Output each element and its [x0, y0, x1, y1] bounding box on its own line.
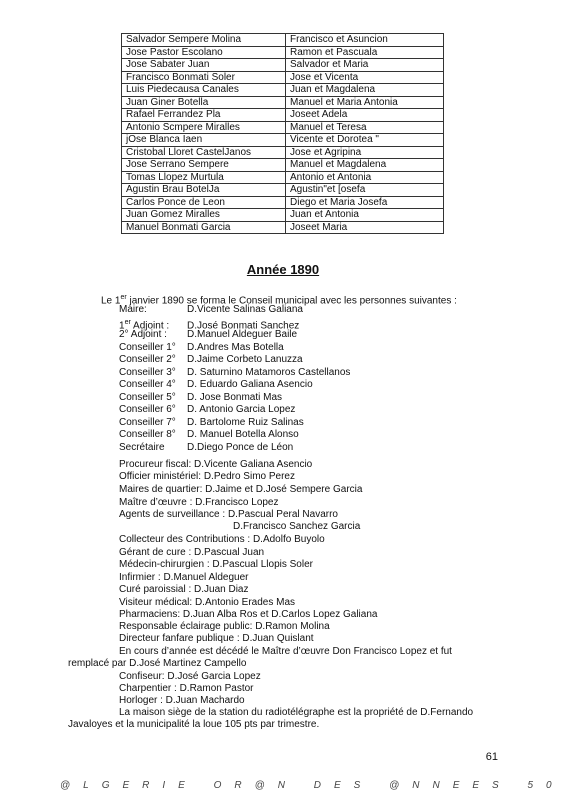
table-row: [122, 34, 444, 47]
council-role: Maire:: [119, 304, 147, 315]
section-title: Année 1890: [246, 262, 320, 277]
official-line: Maître d’œuvre : D.Francisco Lopez: [119, 497, 279, 508]
table-row: [122, 196, 444, 209]
council-role: Conseiller 5°: [119, 391, 176, 403]
official-line: Gérant de cure : D.Pascual Juan: [119, 547, 265, 558]
official-line: Officier ministériel: D.Pedro Simo Perez: [119, 471, 295, 482]
council-member: [119, 304, 303, 316]
official-line: Médecin-chirurgien : D.Pascual Llopis Soler: [119, 559, 313, 570]
person-name-cell: Jose Serrano Sempere: [122, 159, 286, 172]
table-row: [122, 84, 444, 97]
parents-cell: Manuel et Teresa: [286, 121, 444, 134]
parents-cell: Diego et Maria Josefa: [286, 196, 444, 209]
council-name: D.Andres Mas Botella: [187, 341, 284, 353]
council-name: D. Manuel Botella Alonso: [187, 429, 299, 440]
parents-cell: Manuel et Magdalena: [286, 159, 444, 172]
council-name: D.Manuel Aldeguer Baile: [187, 329, 298, 340]
names-table: [121, 33, 444, 234]
official-line: Maires de quartier: D.Jaime et D.José Sempere Garcia: [119, 484, 363, 495]
person-name-cell: Juan Giner Botella: [122, 96, 286, 109]
parents-cell: Jose et Vicenta: [286, 71, 444, 84]
parents-cell: Joseet Maria: [286, 221, 444, 234]
parents-cell: Juan et Magdalena: [286, 84, 444, 97]
table-row: [122, 71, 444, 84]
person-name-cell: Agustin Brau BotelJa: [122, 184, 286, 197]
parents-cell: Salvador et Maria: [286, 59, 444, 72]
council-role: Conseiller 7°: [119, 416, 176, 428]
council-member: [119, 329, 297, 341]
council-name: D.Diego Ponce de Léon: [187, 441, 294, 453]
parents-cell: Ramon et Pascuala: [286, 46, 444, 59]
council-member: [119, 417, 304, 429]
council-role: Conseiller 1°: [119, 341, 176, 353]
council-role: Secrétaire: [119, 441, 165, 453]
official-line: Directeur fanfare publique : D.Juan Quislant: [119, 633, 314, 644]
table-row: [122, 171, 444, 184]
official-line: Curé paroissial : D.Juan Diaz: [119, 584, 249, 595]
council-role: Conseiller 2°: [119, 354, 176, 365]
council-member: [119, 354, 303, 366]
council-member: [119, 342, 284, 354]
official-line: En cours d’année est décédé le Maître d’œuvre Don Francisco Lopez et fut: [119, 646, 452, 657]
parents-cell: Juan et Antonia: [286, 209, 444, 222]
official-line: Procureur fiscal: D.Vicente Galiana Asencio: [119, 459, 313, 470]
person-name-cell: Cristobal Lloret CastelJanos: [122, 146, 286, 159]
official-line: Visiteur médical: D.Antonio Erades Mas: [119, 597, 296, 608]
person-name-cell: Francisco Bonmati Soler: [122, 71, 286, 84]
council-role: Conseiller 4°: [119, 379, 176, 390]
council-name: D. Saturnino Matamoros Castellanos: [187, 366, 351, 378]
person-name-cell: Salvador Sempere Molina: [122, 34, 286, 47]
person-name-cell: Jose Pastor Escolano: [122, 46, 286, 59]
person-name-cell: Juan Gomez Miralles: [122, 209, 286, 222]
official-line: Javaloyes et la municipalité la loue 105 pts par trimestre.: [68, 719, 320, 730]
council-member: [119, 367, 350, 379]
table-row: [122, 221, 444, 234]
person-name-cell: Antonio Scmpere Miralles: [122, 121, 286, 134]
council-member: [119, 392, 282, 404]
table-row: [122, 146, 444, 159]
parents-cell: Antonio et Antonia: [286, 171, 444, 184]
official-line: La maison siège de la station du radiotélégraphe est la propriété de D.Fernando: [119, 707, 474, 718]
official-line: remplacé par D.José Martinez Campello: [68, 658, 247, 669]
person-name-cell: Carlos Ponce de Leon: [122, 196, 286, 209]
official-line: Confiseur: D.José Garcia Lopez: [119, 671, 261, 682]
official-line: Agents de surveillance : D.Pascual Peral Navarro: [119, 509, 338, 520]
table-row: [122, 121, 444, 134]
council-member: [119, 442, 293, 454]
parents-cell: Joseet Adela: [286, 109, 444, 122]
council-name: D.José Bonmati Sanchez: [187, 319, 300, 331]
official-line: Responsable éclairage public: D.Ramon Molina: [119, 621, 330, 632]
table-row: [122, 46, 444, 59]
person-name-cell: Manuel Bonmati Garcia: [122, 221, 286, 234]
council-role: Conseiller 8°: [119, 429, 176, 440]
council-name: D. Antonio Garcia Lopez: [187, 404, 296, 415]
official-line: Charpentier : D.Ramon Pastor: [119, 683, 254, 694]
table-row: [122, 109, 444, 122]
footer-banner: @LGERIE OR@N DES @NNEES 50: [60, 780, 565, 791]
council-member: [119, 429, 299, 441]
council-member: [119, 379, 313, 391]
person-name-cell: Luis Piedecausa Canales: [122, 84, 286, 97]
official-line: Pharmaciens: D.Juan Alba Ros et D.Carlos Lopez Galiana: [119, 609, 378, 620]
parents-cell: Jose et Agripina: [286, 146, 444, 159]
person-name-cell: Jose Sabater Juan: [122, 59, 286, 72]
intro-paragraph: Le 1er janvier 1890 se forma le Conseil municipal avec les personnes suivantes :: [101, 294, 457, 307]
official-line: D.Francisco Sanchez Garcia: [233, 521, 361, 532]
council-name: D. Bartolome Ruiz Salinas: [187, 416, 304, 428]
table-row: [122, 209, 444, 222]
council-name: D.Vicente Salinas Galiana: [187, 304, 303, 315]
table-row: [122, 59, 444, 72]
table-row: [122, 134, 444, 147]
table-row: [122, 159, 444, 172]
council-member: [119, 404, 295, 416]
council-role: Conseiller 3°: [119, 366, 176, 378]
council-role: 1er Adjoint :: [119, 318, 170, 331]
official-line: Collecteur des Contributions : D.Adolfo Buyolo: [119, 534, 325, 545]
parents-cell: Manuel et Maria Antonia: [286, 96, 444, 109]
council-name: D. Jose Bonmati Mas: [187, 391, 283, 403]
official-line: Infirmier : D.Manuel Aldeguer: [119, 572, 249, 583]
page-number: 61: [485, 751, 498, 763]
parents-cell: Francisco et Asuncion: [286, 34, 444, 47]
person-name-cell: Rafael Ferrandez Pla: [122, 109, 286, 122]
official-line: Horloger : D.Juan Machardo: [119, 695, 245, 706]
council-name: D.Jaime Corbeto Lanuzza: [187, 354, 303, 365]
person-name-cell: jOse Blanca Iaen: [122, 134, 286, 147]
table-row: [122, 184, 444, 197]
council-role: 2° Adjoint :: [119, 329, 167, 340]
table-row: [122, 96, 444, 109]
council-role: Conseiller 6°: [119, 404, 176, 415]
parents-cell: Agustin"et [osefa: [286, 184, 444, 197]
parents-cell: Vicente et Dorotea ": [286, 134, 444, 147]
person-name-cell: Tomas Llopez Murtula: [122, 171, 286, 184]
council-name: D. Eduardo Galiana Asencio: [187, 379, 313, 390]
